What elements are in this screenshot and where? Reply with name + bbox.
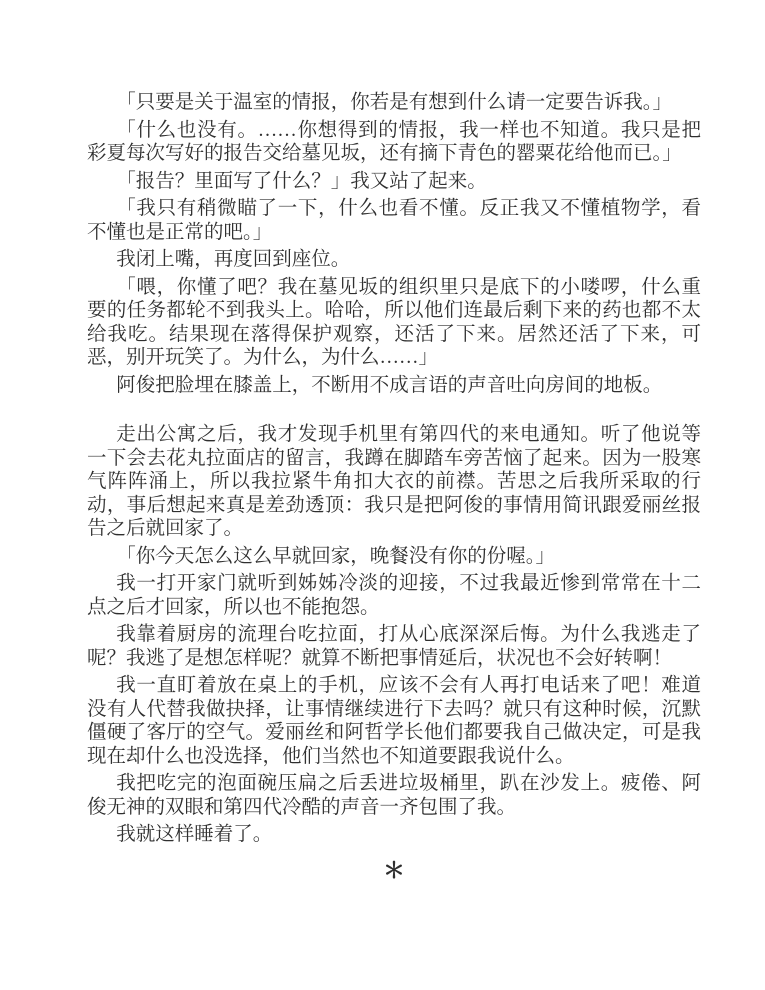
paragraph: 「我只有稍微瞄了一下，什么也看不懂。反正我又不懂植物学，看不懂也是正常的吧。」: [87, 198, 701, 243]
paragraph: 我一打开家门就听到姊姊冷淡的迎接，不过我最近惨到常常在十二点之后才回家，所以也不能抱怨。: [87, 573, 701, 618]
paragraph: 阿俊把脸埋在膝盖上，不断用不成言语的声音吐向房间的地板。: [116, 374, 663, 396]
text-block: [87, 91, 701, 882]
paragraph: 走出公寓之后，我才发现手机里有第四代的来电通知。听了他说等一下会去花丸拉面店的留言，我蹲在脚踏车旁苦恼了起来。因为一股寒气阵阵涌上，所以我拉紧牛角扣大衣的前襟。苦思之后我所采取的行动，事后想起来真是差劲透顶：我只是把阿俊的事情用简讯跟爱丽丝报告之后就回家了。: [87, 424, 701, 539]
paragraph: 「喂，你懂了吧？我在墓见坂的组织里只是底下的小喽啰，什么重要的任务都轮不到我头上。哈哈，所以他们连最后剩下来的药也都不太给我吃。结果现在落得保护观察，还活了下来。居然还活了下来，可恶，别开玩笑了。为什么，为什么……」: [87, 276, 701, 368]
paragraph: 「你今天怎么这么早就回家，晚餐没有你的份喔。」: [116, 545, 556, 567]
paragraph: 我就这样睡着了。: [116, 824, 273, 845]
section-separator-star: ＊: [382, 857, 405, 883]
paragraph: 「什么也没有。……你想得到的情报，我一样也不知道。我只是把彩夏每次写好的报告交给墓见坂，还有摘下青色的罂粟花给他而已。」: [87, 119, 701, 164]
paragraph: 我闭上嘴，再度回到座位。: [116, 249, 351, 270]
paragraph: 「报告？里面写了什么？」我又站了起来。: [116, 170, 487, 192]
paragraph: 我把吃完的泡面碗压扁之后丢进垃圾桶里，趴在沙发上。疲倦、阿俊无神的双眼和第四代冷酷的声音一齐包围了我。: [87, 773, 701, 818]
paragraph: 「只要是关于温室的情报，你若是有想到什么请一定要告诉我。」: [116, 92, 673, 113]
paragraph: 我一直盯着放在桌上的手机，应该不会有人再打电话来了吧！难道没有人代替我做抉择，让事情继续进行下去吗？就只有这种时候，沉默僵硬了客厅的空气。爱丽丝和阿哲学长他们都要我自己做决定，可是我现在却什么也没选择，他们当然也不知道要跟我说什么。: [87, 675, 701, 767]
paragraph: 我靠着厨房的流理台吃拉面，打从心底深深后悔。为什么我逃走了呢？我逃了是想怎样呢？就算不断把事情延后，状况也不会好转啊！: [87, 624, 701, 669]
